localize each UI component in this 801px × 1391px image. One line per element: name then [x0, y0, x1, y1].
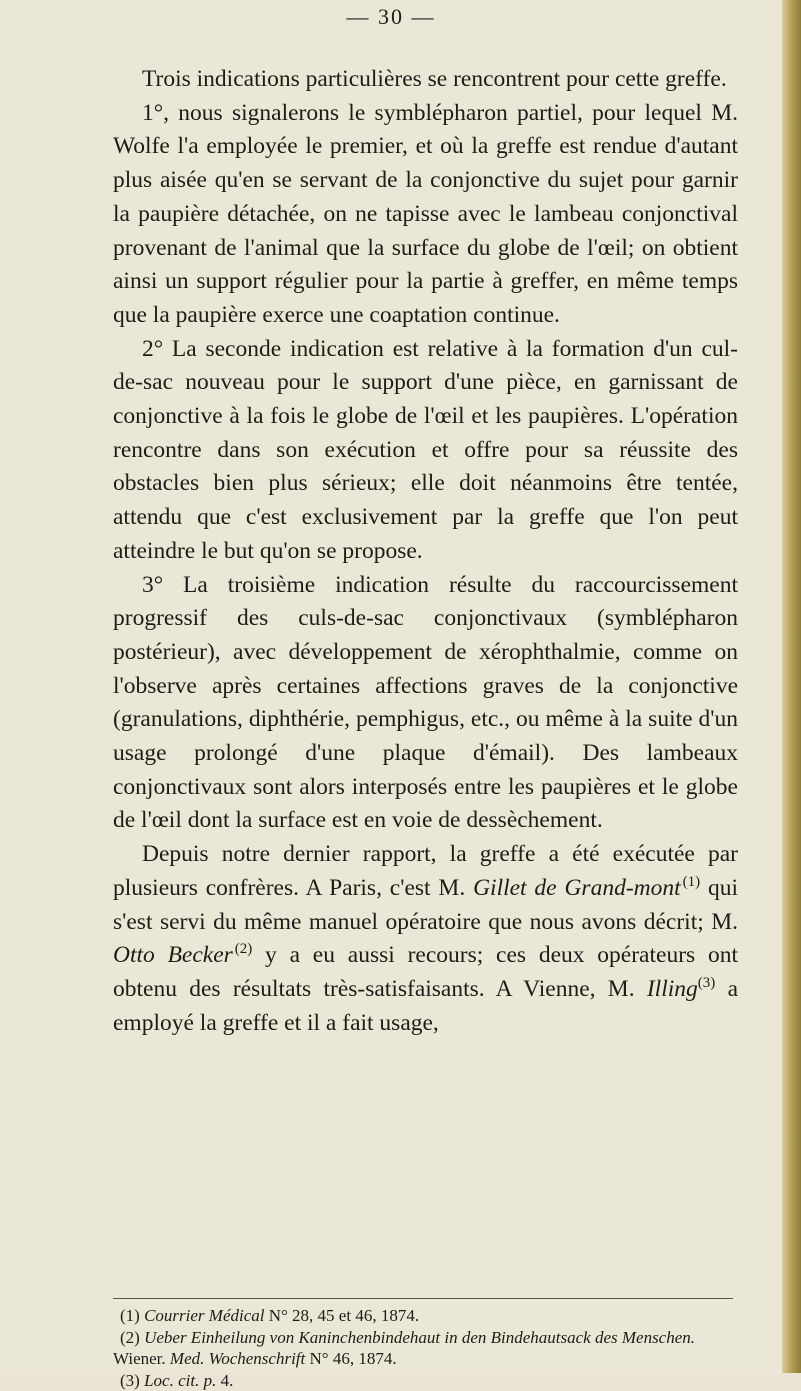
author-name-illing: Illing	[647, 976, 698, 1002]
paragraph-4-text-4: a employé la greffe et il a fait usage,	[113, 976, 738, 1036]
footnote-1-mark: (1)	[120, 1306, 140, 1325]
footnote-ref-3: (3)	[698, 975, 716, 991]
paragraph-4	[113, 838, 738, 1040]
paragraph-4-text-3: y a eu aussi recours; ces deux opérateurs ont obtenu des résultats très-satisfaisants. A Vienne, M.	[113, 942, 738, 1002]
author-name-becker: Otto Becker	[113, 942, 233, 968]
body-text	[113, 63, 738, 1040]
footnote-3-mark: (3)	[120, 1371, 140, 1390]
paragraph-4-text-2: qui s'est servi du même manuel opératoire que nous avons décrit; M.	[113, 875, 738, 935]
paragraph-4-text-1: Depuis notre dernier rapport, la greffe a été exécutée par plusieurs confrères. A Paris, c'est M.	[113, 841, 738, 901]
footnote-3-title: Loc. cit. p.	[144, 1371, 216, 1390]
footnote-2-journal: Med. Wochenschrift	[170, 1349, 305, 1368]
footnote-ref-1: (1)	[683, 874, 701, 890]
footnote-1	[113, 1305, 738, 1327]
footnote-ref-2: (2)	[235, 941, 253, 957]
paragraph-1: 1°, nous signalerons le symblépharon partiel, pour lequel M. Wolfe l'a employée le premier, et où la greffe est rendue d'autant plus aisée qu'en se servant de la conjonctive du sujet pour garnir la paupière détachée, on ne tapisse avec le lambeau conjonctival provenant de l'animal que la surface du globe de l'œil; on obtient ainsi un support régulier pour la partie à greffer, en même temps que la paupière exerce une coaptation continue.	[113, 97, 738, 333]
footnote-3-rest: 4.	[216, 1371, 233, 1390]
footnote-1-rest: N° 28, 45 et 46, 1874.	[264, 1306, 419, 1325]
paragraph-3: 3° La troisième indication résulte du raccourcissement progressif des culs-de-sac conjonctivaux (symblépharon postérieur), avec développement de xérophthalmie, comme on l'observe après certaines affections graves de la conjonctive (granulations, diphthérie, pemphigus, etc., ou même à la suite d'un usage prolongé d'une plaque d'émail). Des lambeaux conjonctivaux sont alors interposés entre les paupières et le globe de l'œil dont la surface est en voie de dessèchement.	[113, 569, 738, 839]
page-edge	[782, 0, 801, 1373]
footnote-2-mid: Wiener.	[113, 1349, 170, 1368]
footnote-2-mark: (2)	[120, 1328, 140, 1347]
footnotes	[113, 1305, 738, 1391]
footnote-1-title: Courrier Médical	[144, 1306, 264, 1325]
footnote-2-rest: N° 46, 1874.	[305, 1349, 396, 1368]
paragraph-intro: Trois indications particulières se rencontrent pour cette greffe.	[113, 63, 738, 97]
footnote-2	[113, 1327, 738, 1370]
footnote-rule	[113, 1298, 733, 1299]
page-number: — 30 —	[0, 4, 782, 30]
footnote-2-title: Ueber Einheilung von Kaninchenbindehaut in den Bindehautsack des Menschen.	[144, 1328, 695, 1347]
paragraph-2: 2° La seconde indication est relative à la formation d'un cul-de-sac nouveau pour le support d'une pièce, en garnissant de conjonctive à la fois le globe de l'œil et les paupières. L'opération rencontre dans son exécution et offre pour sa réussite des obstacles bien plus sérieux; elle doit néanmoins être tentée, attendu que c'est exclusivement par la greffe que l'on peut atteindre le but qu'on se propose.	[113, 333, 738, 569]
author-name-gillet: Gillet de Grand-mont	[473, 875, 681, 901]
